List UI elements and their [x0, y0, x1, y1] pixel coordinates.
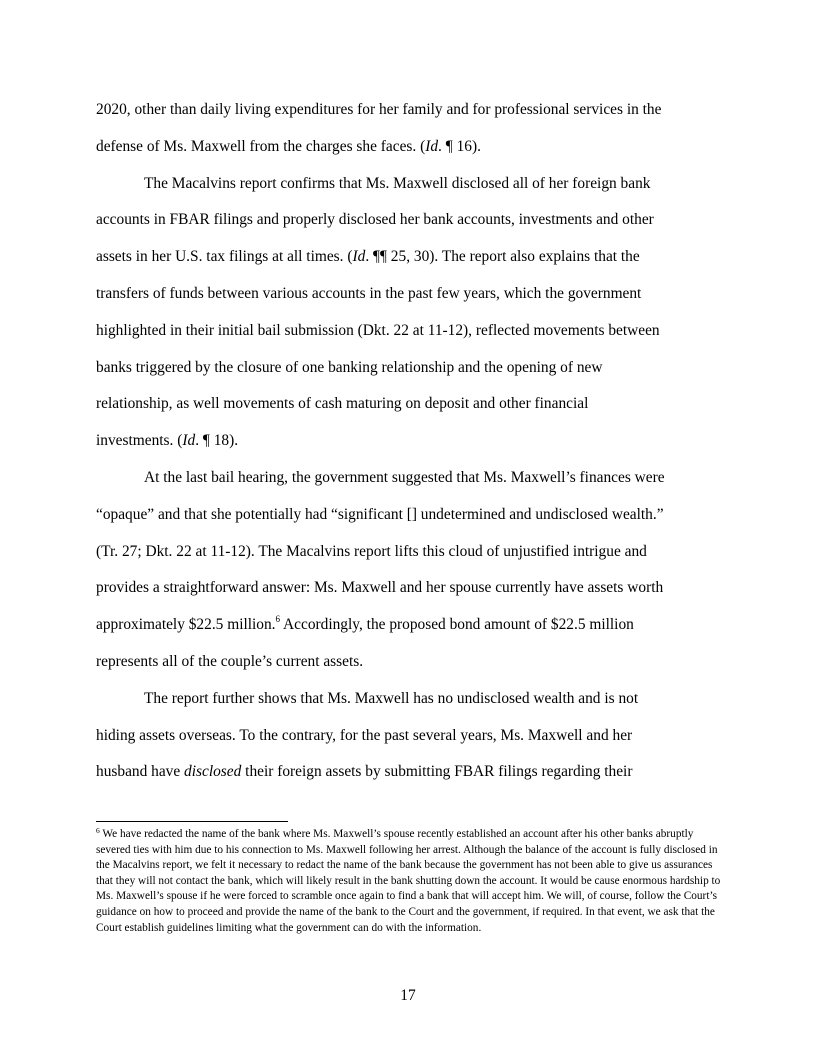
footnote-divider: [96, 821, 288, 822]
citation-id: Id: [182, 432, 196, 450]
citation-id: Id: [425, 137, 439, 155]
footnote-marker: 6: [96, 826, 100, 835]
body-line: highlighted in their initial bail submission (Dkt. 22 at 11-12), reflected movements between: [96, 321, 660, 339]
body-text: [96, 92, 720, 791]
paragraph-start: The Macalvins report confirms that Ms. Maxwell disclosed all of her foreign bank: [144, 174, 651, 192]
body-line: approximately $22.5 million.$^6$ Accordingly, the proposed bond amount of $22.5 million: [96, 614, 634, 634]
footnote: [96, 827, 722, 936]
body-line: transfers of funds between various accounts in the past few years, which the government: [96, 284, 642, 302]
paragraph-start: The report further shows that Ms. Maxwell has no undisclosed wealth and is not: [144, 689, 639, 707]
body-line: defense of Ms. Maxwell from the charges she faces. (Id. ¶ 16).: [96, 137, 481, 155]
body-line: accounts in FBAR filings and properly disclosed her bank accounts, investments and other: [96, 211, 654, 229]
body-line: 2020, other than daily living expenditures for her family and for professional services in the: [96, 101, 662, 118]
paragraph-start: At the last bail hearing, the government suggested that Ms. Maxwell’s finances were: [144, 468, 665, 486]
emphasis: disclosed: [184, 763, 242, 781]
body-line: “opaque” and that she potentially had “significant [] undetermined and undisclosed wealth.”: [96, 505, 664, 523]
body-line: investments. (Id. ¶ 18).: [96, 432, 239, 450]
body-line: provides a straightforward answer: Ms. Maxwell and her spouse currently have assets worth: [96, 579, 664, 597]
body-line: represents all of the couple’s current assets.: [96, 652, 364, 670]
body-line: relationship, as well movements of cash maturing on deposit and other financial: [96, 395, 589, 413]
footnote-reference[interactable]: 6: [275, 614, 281, 625]
footnote-text: We have redacted the name of the bank where Ms. Maxwell’s spouse recently established an account after his other banks abruptly severed ties with him due to his connection to Ms. Maxwell following her arrest. Although the balance of the account is fully disclosed in the Macalvins report, we felt it necessary to redact the name of the bank because the government has not been able to give us assurances that they will not contact the bank, which will likely result in the bank shutting down the account. It would be cause enormous hardship to Ms. Maxwell’s spouse if he were forced to scramble once again to find a bank that will accept him. We will, of course, follow the Court’s guidance on how to proceed and provide the name of the bank to the Court and the government, if required. In that event, we ask that the Court establish guidelines limiting what the government can do with the information.: [96, 828, 721, 934]
body-line: banks triggered by the closure of one banking relationship and the opening of new: [96, 358, 603, 376]
body-line: hiding assets overseas. To the contrary, for the past several years, Ms. Maxwell and her: [96, 726, 633, 744]
citation-id: Id: [352, 248, 366, 266]
page-number: 17: [400, 987, 416, 1004]
body-line: husband have disclosed their foreign assets by submitting FBAR filings regarding their: [96, 763, 633, 781]
body-line: (Tr. 27; Dkt. 22 at 11-12). The Macalvins report lifts this cloud of unjustified intrigue and: [96, 542, 647, 560]
body-line: assets in her U.S. tax filings at all times. (Id. ¶¶ 25, 30). The report also explains that the: [96, 248, 640, 266]
